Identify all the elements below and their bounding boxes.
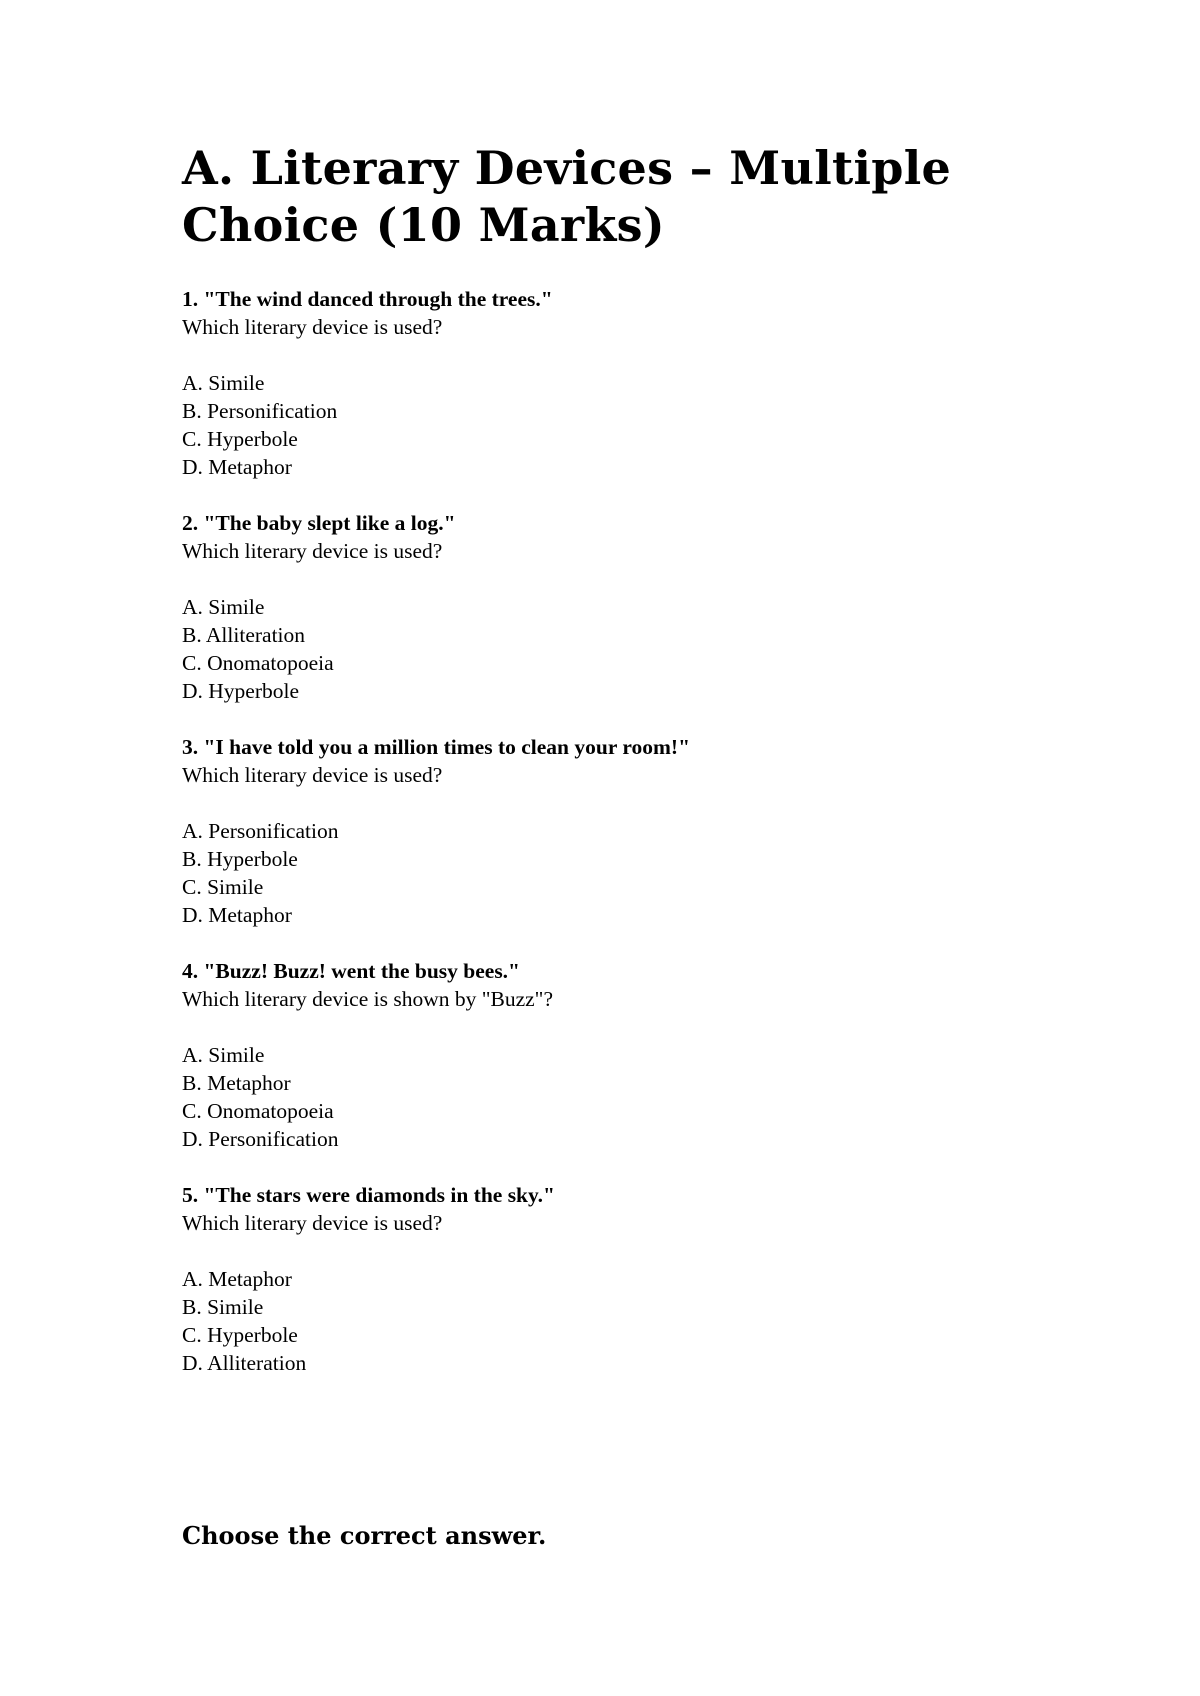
- option-d: D. Metaphor: [182, 455, 292, 479]
- option-a: A. Simile: [182, 595, 265, 619]
- option-list: [182, 1041, 1082, 1153]
- question-prompt: Which literary device is used?: [182, 763, 443, 787]
- option-c: C. Onomatopoeia: [182, 651, 334, 675]
- option-list: [182, 817, 1082, 929]
- option-b: B. Hyperbole: [182, 847, 298, 871]
- question-2: [182, 509, 1082, 705]
- option-list: [182, 369, 1082, 481]
- question-3: [182, 733, 1082, 929]
- option-a: A. Personification: [182, 819, 339, 843]
- option-d: D. Personification: [182, 1127, 339, 1151]
- option-b: B. Personification: [182, 399, 338, 423]
- option-b: B. Simile: [182, 1295, 264, 1319]
- question-heading: 3. "I have told you a million times to clean your room!": [182, 735, 691, 759]
- instruction-heading: Choose the correct answer.: [182, 1521, 547, 1550]
- question-heading: 1. "The wind danced through the trees.": [182, 287, 553, 311]
- option-a: A. Simile: [182, 371, 265, 395]
- question-heading: 2. "The baby slept like a log.": [182, 511, 456, 535]
- option-c: C. Onomatopoeia: [182, 1099, 334, 1123]
- question-prompt: Which literary device is used?: [182, 1211, 443, 1235]
- option-c: C. Hyperbole: [182, 1323, 298, 1347]
- document-page: [182, 140, 1082, 1377]
- question-heading: 4. "Buzz! Buzz! went the busy bees.": [182, 959, 520, 983]
- option-a: A. Metaphor: [182, 1267, 292, 1291]
- question-heading: 5. "The stars were diamonds in the sky.": [182, 1183, 555, 1207]
- question-prompt: Which literary device is used?: [182, 539, 443, 563]
- option-b: B. Alliteration: [182, 623, 306, 647]
- question-prompt: Which literary device is shown by "Buzz"?: [182, 987, 553, 1011]
- page-title: A. Literary Devices – Multiple Choice (10 Marks): [182, 141, 952, 252]
- question-4: [182, 957, 1082, 1153]
- option-d: D. Alliteration: [182, 1351, 307, 1375]
- option-list: [182, 1265, 1082, 1377]
- option-c: C. Hyperbole: [182, 427, 298, 451]
- question-prompt: Which literary device is used?: [182, 315, 443, 339]
- option-d: D. Metaphor: [182, 903, 292, 927]
- question-5: [182, 1181, 1082, 1377]
- option-list: [182, 593, 1082, 705]
- option-c: C. Simile: [182, 875, 264, 899]
- option-a: A. Simile: [182, 1043, 265, 1067]
- option-b: B. Metaphor: [182, 1071, 291, 1095]
- question-1: [182, 285, 1082, 481]
- option-d: D. Hyperbole: [182, 679, 300, 703]
